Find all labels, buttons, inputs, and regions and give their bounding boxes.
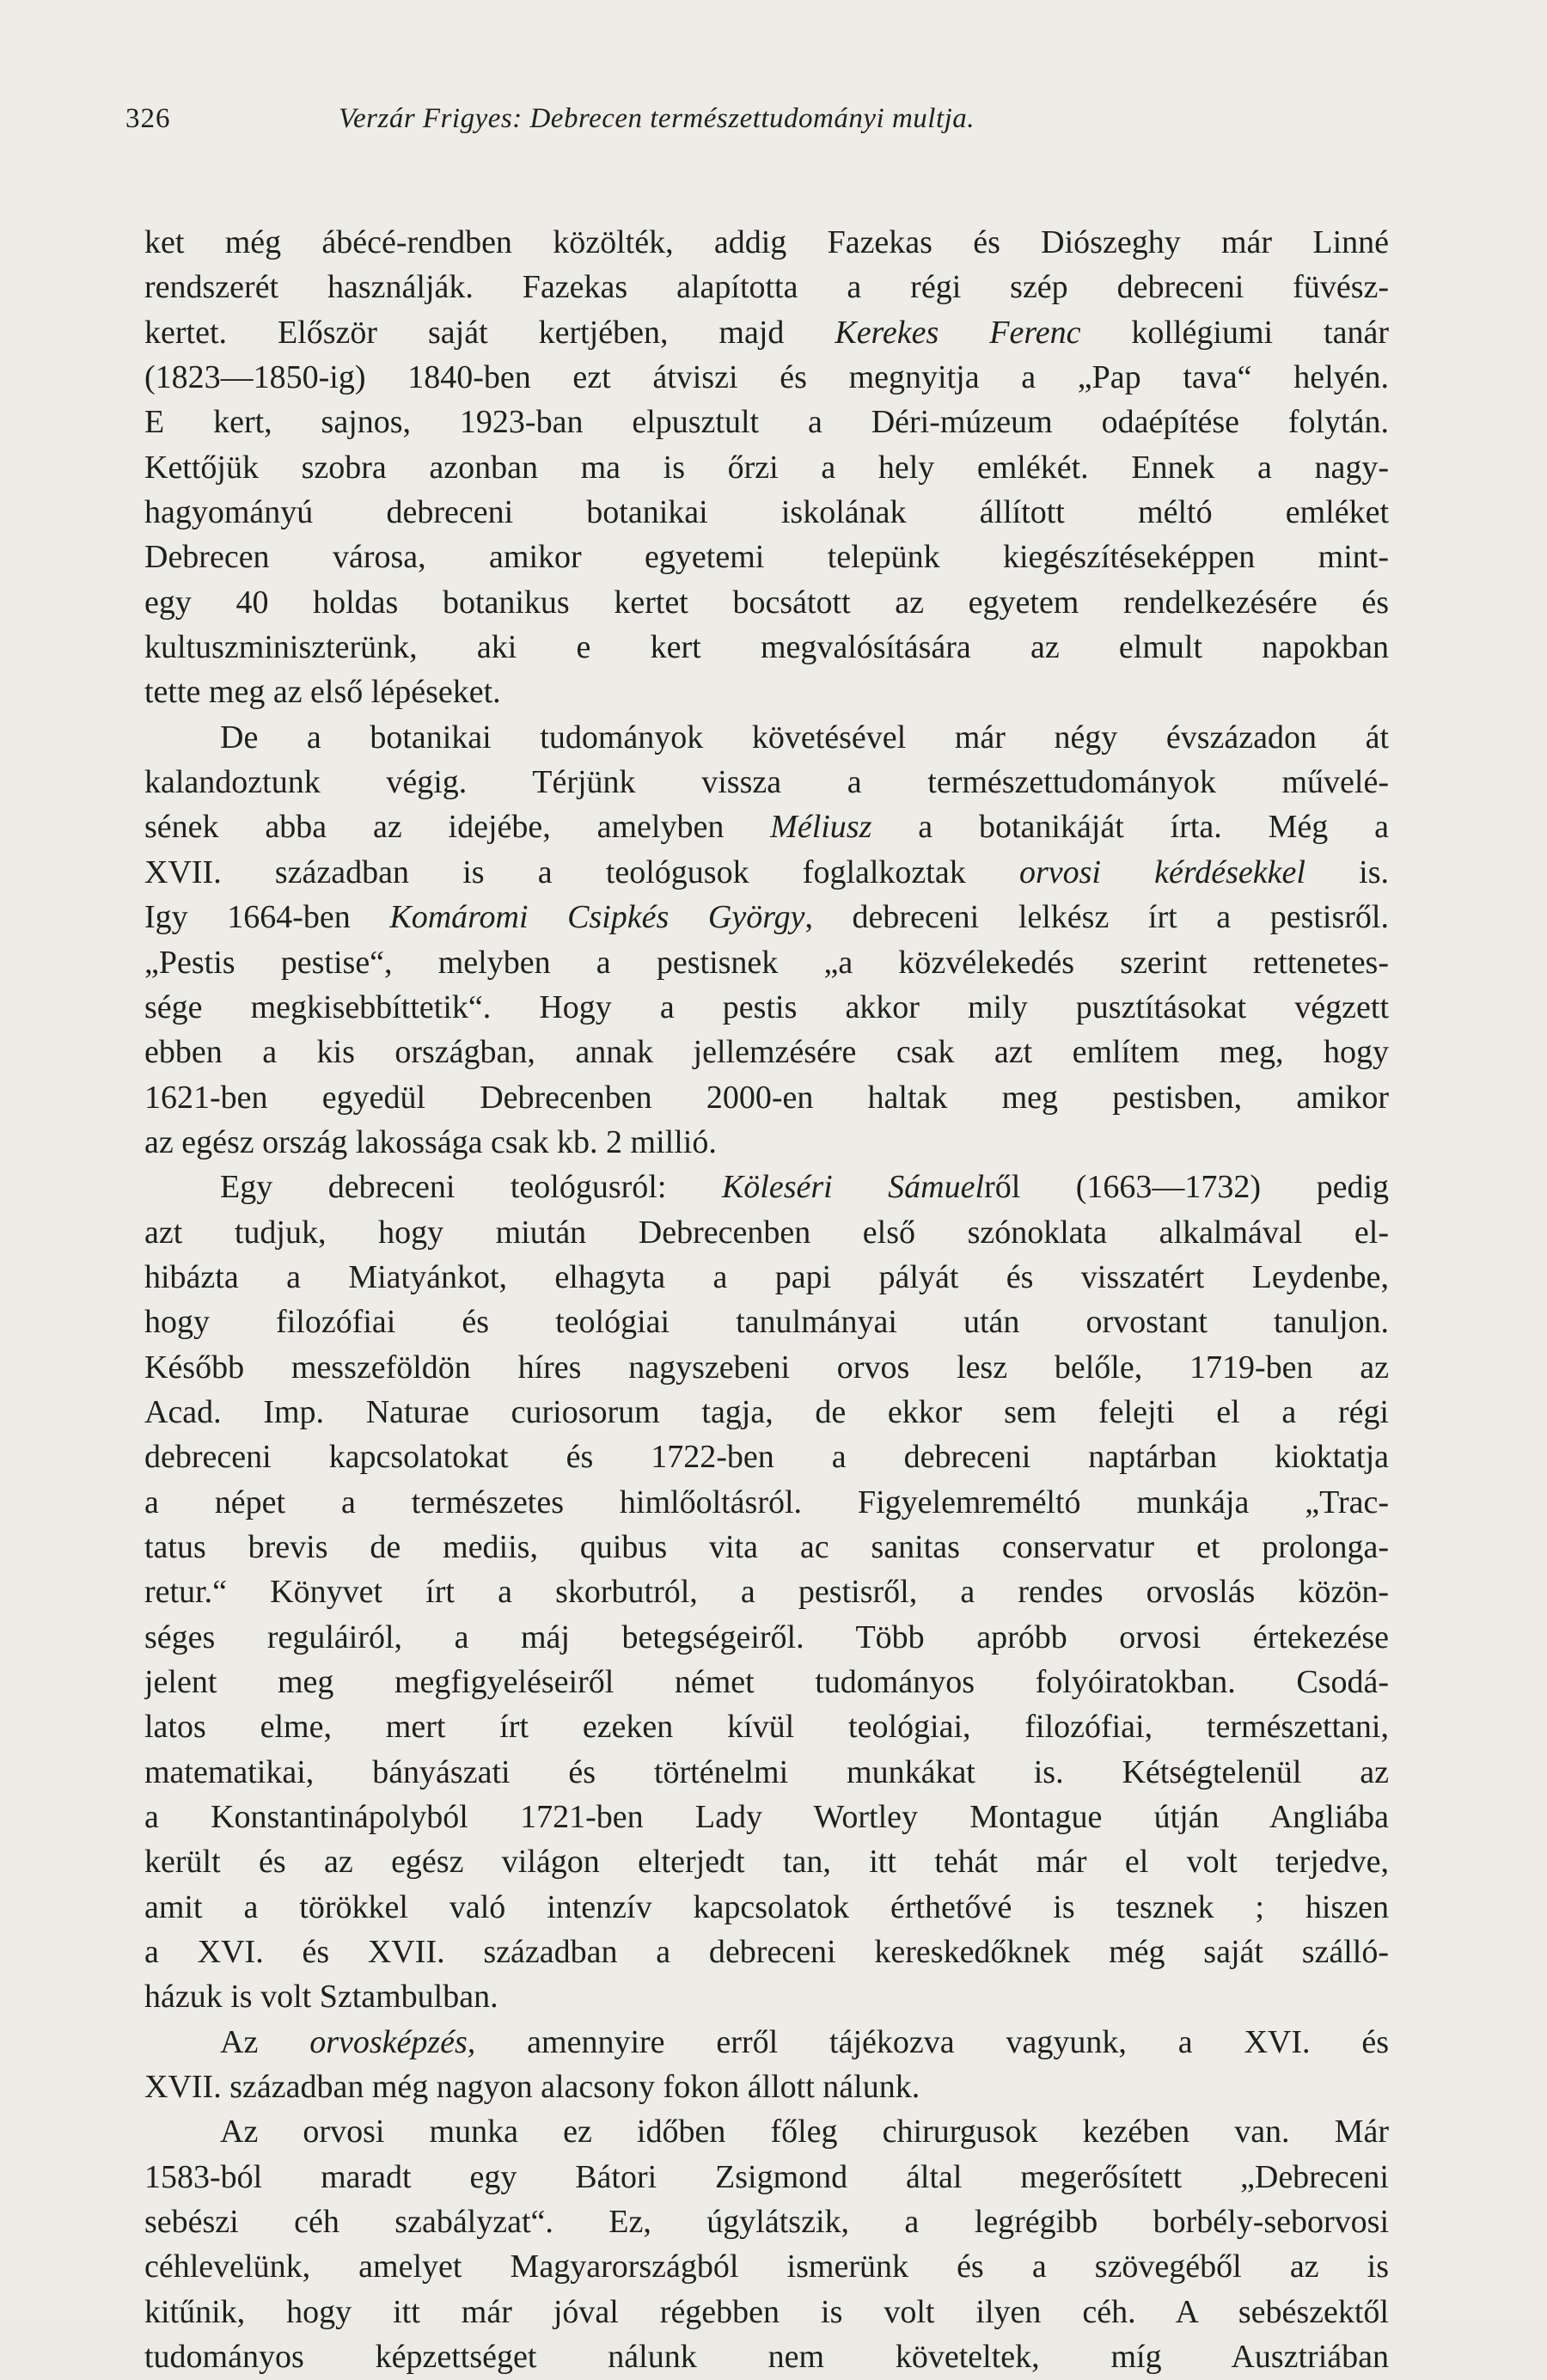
- text-line: [144, 2020, 1389, 2065]
- text-line: [144, 1525, 1389, 1569]
- text-segment: Kettőjük szobra azonban ma is őrzi a hely emlékét. Ennek a nagy-: [144, 449, 1389, 486]
- text-segment: matematikai, bányászati és történelmi munkákat is. Kétségtelenül az: [144, 1753, 1389, 1790]
- text-line: [144, 895, 1389, 939]
- text-line: [144, 1210, 1389, 1255]
- text-segment: ket még ábécé-rendben közölték, addig Fazekas és Diószeghy már Linné: [144, 224, 1389, 260]
- italic-text: Méliusz: [770, 809, 872, 846]
- text-segment: (1823—1850-ig) 1840-ben ezt átviszi és megnyitja a „Pap tava“ helyén.: [144, 359, 1389, 396]
- text-line: [144, 1300, 1389, 1344]
- text-line: [144, 1165, 1389, 1209]
- text-segment: jelent meg megfigyeléseiről német tudományos folyóiratokban. Csodá-: [144, 1664, 1389, 1700]
- text-line: [144, 1480, 1389, 1525]
- italic-text: Köleséri Sámuel: [721, 1169, 985, 1206]
- text-segment: amennyire erről tájékozva vagyunk, a XVI. és: [475, 2023, 1389, 2060]
- text-segment: kalandoztunk végig. Térjünk vissza a természettudományok művelé-: [144, 764, 1389, 801]
- text-segment: Egy debreceni teológusról:: [220, 1169, 722, 1206]
- text-line: [144, 580, 1389, 625]
- body-text: [144, 220, 1389, 2380]
- text-segment: retur.“ Könyvet írt a skorbutról, a pestisről, a rendes orvoslás közön-: [144, 1574, 1389, 1611]
- text-segment: séges reguláiról, a máj betegségeiről. Több apróbb orvosi értekezése: [144, 1618, 1389, 1655]
- running-title: Verzár Frigyes: Debrecen természettudományi multja.: [339, 103, 975, 134]
- italic-text: Komáromi Csipkés György: [389, 899, 805, 936]
- text-line: [144, 670, 1389, 714]
- text-segment: Acad. Imp. Naturae curiosorum tagja, de ekkor sem felejti el a régi: [144, 1393, 1389, 1430]
- text-segment: ről (1663—1732) pedig: [984, 1169, 1389, 1206]
- text-line: [144, 220, 1389, 265]
- text-line: [144, 535, 1389, 579]
- text-segment: a népet a természetes himlőoltásról. Figyelemreméltó munkája „Trac-: [144, 1484, 1389, 1520]
- text-line: [144, 265, 1389, 309]
- text-line: [144, 2109, 1389, 2154]
- text-segment: hibázta a Miatyánkot, elhagyta a papi pályát és visszatért Leydenbe,: [144, 1258, 1389, 1295]
- text-segment: tatus brevis de mediis, quibus vita ac sanitas conservatur et prolonga-: [144, 1528, 1389, 1565]
- text-segment: kultuszminiszterünk, aki e kert megvalósítására az elmult napokban: [144, 629, 1389, 666]
- text-line: [144, 1345, 1389, 1390]
- text-line: [144, 1075, 1389, 1120]
- text-segment: amit a törökkel való intenzív kapcsolatok érthetővé is tesznek ; hiszen: [144, 1888, 1389, 1925]
- text-line: [144, 715, 1389, 760]
- text-line: [144, 940, 1389, 985]
- text-segment: került és az egész világon elterjedt tan, itt tehát már el volt terjedve,: [144, 1844, 1389, 1881]
- text-segment: 1583-ból maradt egy Bátori Zsigmond által megerősített „Debreceni: [144, 2158, 1389, 2195]
- text-segment: 1621-ben egyedül Debrecenben 2000-en haltak meg pestisben, amikor: [144, 1079, 1389, 1116]
- text-segment: latos elme, mert írt ezeken kívül teológiai, filozófiai, természettani,: [144, 1709, 1389, 1746]
- text-segment: De a botanikai tudományok követésével már négy évszázadon át: [220, 719, 1389, 756]
- text-segment: kitűnik, hogy itt már jóval régebben is volt ilyen céh. A sebészektől: [144, 2293, 1389, 2330]
- text-segment: a Konstantinápolyból 1721-ben Lady Wortley Montague útján Angliába: [144, 1799, 1389, 1836]
- text-line: [144, 1885, 1389, 1930]
- text-line: [144, 1750, 1389, 1795]
- text-line: [144, 1120, 1389, 1165]
- text-segment: tudományos képzettséget nálunk nem követeltek, míg Ausztriában: [144, 2339, 1389, 2376]
- text-segment: rendszerét használják. Fazekas alapította a régi szép debreceni füvész-: [144, 269, 1389, 306]
- text-line: [144, 1569, 1389, 1614]
- text-segment: sebészi céh szabályzat“. Ez, úgylátszik, a legrégibb borbély-seborvosi: [144, 2204, 1389, 2241]
- text-segment: Debrecen városa, amikor egyetemi telepünk kiegészítéseképpen mint-: [144, 539, 1389, 576]
- text-line: [144, 625, 1389, 670]
- text-segment: ebben a kis országban, annak jellemzésére csak azt említem meg, hogy: [144, 1034, 1389, 1071]
- text-line: [144, 1704, 1389, 1749]
- text-segment: Később messzeföldön híres nagyszebeni orvos lesz belőle, 1719-ben az: [144, 1349, 1389, 1386]
- italic-text: Kerekes Ferenc: [835, 314, 1081, 351]
- text-line: [144, 445, 1389, 490]
- text-segment: „Pestis pestise“, melyben a pestisnek „a közvélekedés szerint rettenetes-: [144, 944, 1389, 981]
- text-segment: céhlevelünk, amelyet Magyarországból ismerünk és a szövegéből az is: [144, 2248, 1389, 2285]
- text-segment: házuk is volt Sztambulban.: [144, 1979, 498, 2016]
- italic-text: orvosi kérdésekkel: [1018, 853, 1305, 890]
- text-segment: XVII. században is a teológusok foglalkoztak: [144, 853, 1019, 890]
- page-number: 326: [125, 103, 171, 134]
- text-segment: kertet. Először saját kertjében, majd: [144, 314, 835, 351]
- text-segment: az egész ország lakossága csak kb. 2 millió.: [144, 1123, 717, 1160]
- text-line: [144, 1839, 1389, 1884]
- running-head: [125, 93, 1243, 144]
- text-segment: Az: [220, 2023, 310, 2060]
- text-line: [144, 2334, 1389, 2379]
- text-line: [144, 1255, 1389, 1300]
- text-segment: a XVI. és XVII. században a debreceni kereskedőknek még saját szálló-: [144, 1934, 1389, 1971]
- text-segment: hogy filozófiai és teológiai tanulmányai után orvostant tanuljon.: [144, 1304, 1389, 1341]
- text-line: [144, 850, 1389, 895]
- text-line: [144, 805, 1389, 849]
- text-segment: egy 40 holdas botanikus kertet bocsátott az egyetem rendelkezésére és: [144, 584, 1389, 621]
- text-line: [144, 2200, 1389, 2244]
- text-line: [144, 1795, 1389, 1839]
- text-segment: kollégiumi tanár: [1080, 314, 1389, 351]
- text-line: [144, 400, 1389, 444]
- text-line: [144, 310, 1389, 355]
- text-segment: E kert, sajnos, 1923-ban elpusztult a Déri-múzeum odaépítése folytán.: [144, 404, 1389, 441]
- text-line: [144, 1615, 1389, 1660]
- text-segment: tette meg az első lépéseket.: [144, 674, 501, 711]
- text-line: [144, 985, 1389, 1030]
- text-line: [144, 355, 1389, 400]
- text-segment: a botanikáját írta. Még a: [871, 809, 1389, 846]
- text-line: [144, 2244, 1389, 2289]
- text-segment: Igy 1664-ben: [144, 899, 390, 936]
- text-segment: azt tudjuk, hogy miután Debrecenben első szónoklata alkalmával el-: [144, 1214, 1389, 1251]
- text-line: [144, 1435, 1389, 1479]
- text-segment: is.: [1305, 853, 1389, 890]
- text-line: [144, 2065, 1389, 2109]
- italic-text: orvosképzés,: [309, 2023, 476, 2060]
- text-segment: Az orvosi munka ez időben főleg chirurgusok kezében van. Már: [220, 2114, 1389, 2151]
- text-segment: sége megkisebbíttetik“. Hogy a pestis akkor mily pusztításokat végzett: [144, 988, 1389, 1025]
- text-segment: debreceni kapcsolatokat és 1722-ben a debreceni naptárban kioktatja: [144, 1439, 1389, 1476]
- text-segment: hagyományú debreceni botanikai iskolának állított méltó emléket: [144, 494, 1389, 531]
- text-line: [144, 1030, 1389, 1074]
- text-segment: , debreceni lelkész írt a pestisről.: [804, 899, 1389, 936]
- text-line: [144, 490, 1389, 535]
- text-line: [144, 1390, 1389, 1435]
- text-line: [144, 1660, 1389, 1704]
- text-segment: sének abba az idejébe, amelyben: [144, 809, 771, 846]
- text-line: [144, 1974, 1389, 2019]
- text-line: [144, 2155, 1389, 2200]
- text-line: [144, 760, 1389, 805]
- text-segment: XVII. században még nagyon alacsony fokon állott nálunk.: [144, 2069, 920, 2106]
- text-line: [144, 2290, 1389, 2334]
- text-line: [144, 1930, 1389, 1974]
